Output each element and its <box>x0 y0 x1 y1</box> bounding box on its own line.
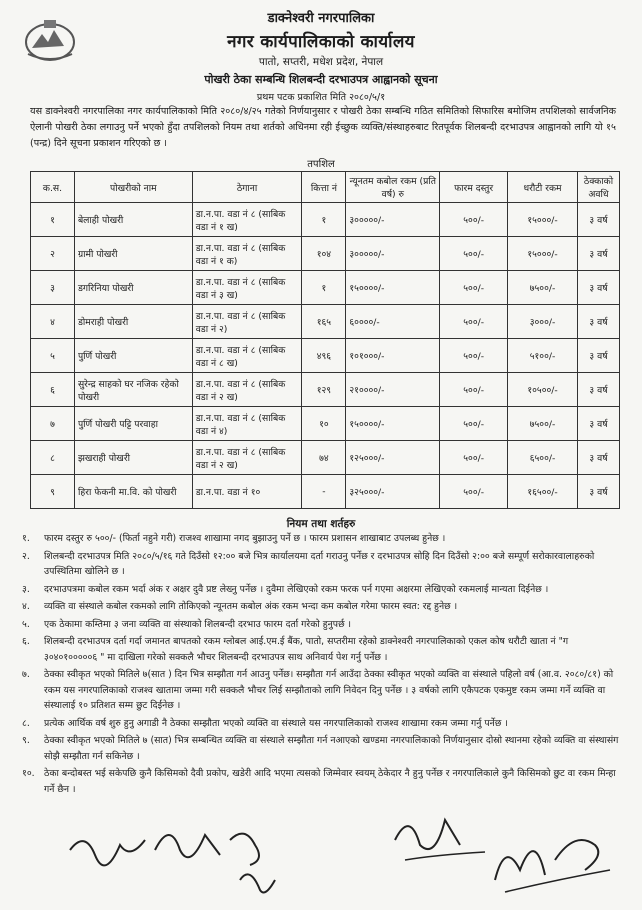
col-plot-number: कित्ता नं <box>302 172 346 203</box>
publication-date: प्रथम पटक प्रकाशित मिति २०८०/५/१ <box>256 92 386 103</box>
rule-number: ६. <box>22 636 30 647</box>
cell-contract-period: ३ वर्ष <box>577 441 619 475</box>
cell-deposit: ३०००/- <box>508 305 578 339</box>
rule-text: प्रत्येक आर्थिक वर्ष शुरु हुनु अगाडी नै ठेक्का सम्झौता भएको व्यक्ति वा संस्थाले यस नगरपालिकाको राजश्व शाखामा रकम जम्मा गर्नु पर्नेछ । <box>44 717 508 729</box>
cell-minimum-bid: ३२५०००/- <box>346 475 440 509</box>
cell-serial: ३ <box>31 271 75 305</box>
rule-text: फारम दस्तुर रु ५००/- (फिर्ता नहुने गरी) राजश्व शाखामा नगद बुझाउनु पर्ने छ । फारम प्रशासन शाखाबाट उपलब्ध हुनेछ । <box>44 533 446 544</box>
cell-minimum-bid: ३०००००/- <box>346 203 440 237</box>
table-row <box>31 441 620 475</box>
col-serial: क.स. <box>31 172 75 203</box>
cell-serial: ४ <box>31 305 75 339</box>
rule-item <box>22 531 622 547</box>
rule-item <box>22 634 622 665</box>
cell-address: डा.न.पा. वडा नं ८ (साबिक वडा नं ४) <box>192 407 302 441</box>
rules-title: नियम तथा शर्तहरु <box>286 518 356 530</box>
rule-text: ठेक्का स्वीकृत भएको मितिले ७(सात ) दिन भित्र सम्झौता गर्न आउनु पर्नेछ। सम्झौता गर्न आउँदा ठेक्का स्वीकृत भएको व्यक्ति वा संस्थाले पहिलो वर्ष (आ.व. २०८०/८१) को रकम यस नगरपालिकाको राजश्व खातामा जम्मा गरी सक्कलै भौचर लिई सम्झौताको लागि निवेदन दिनु पर्नेछ । ३ वर्षको लागि एकैपटक एकमुष्ट रकम जम्मा गर्ने व्यक्ति वा संस्थालाई १० प्रतिशत सम्म छुट दिईनेछ । <box>44 669 614 711</box>
cell-plot-number: ७४ <box>302 441 346 475</box>
rule-item <box>22 733 622 764</box>
cell-deposit: १६५००/- <box>508 475 578 509</box>
cell-contract-period: ३ वर्ष <box>577 407 619 441</box>
rule-text: एक ठेकामा कम्तिमा ३ जना व्यक्ति वा संस्थाको शिलबन्दी दरभाउ फारम दर्ता गरेको हुनुपर्छ । <box>44 618 352 630</box>
cell-minimum-bid: ६००००/- <box>346 305 440 339</box>
cell-contract-period: ३ वर्ष <box>577 203 619 237</box>
cell-contract-period: ३ वर्ष <box>577 305 619 339</box>
cell-pond-name: सुरेन्द्र साहको घर नजिक रहेको पोखरी <box>74 373 192 407</box>
cell-minimum-bid: १५००००/- <box>346 271 440 305</box>
cell-address: डा.न.पा. वडा नं १० <box>192 475 302 509</box>
cell-pond-name: बेलाही पोखरी <box>74 203 192 237</box>
table-caption: तपशिल <box>307 159 335 170</box>
cell-form-fee: ५००/- <box>440 407 508 441</box>
municipality-name: डाक्नेश्वरी नगरपालिका <box>267 11 375 26</box>
table-row <box>31 237 620 271</box>
col-pond-name: पोखरीको नाम <box>74 172 192 203</box>
cell-form-fee: ५००/- <box>440 203 508 237</box>
table-row <box>31 407 620 441</box>
rule-text: शिलबन्दी दरभाउपत्र मिति २०८०/५/१६ गते दिउँसो १२:०० बजे भित्र कार्यालयमा दर्ता गराउनु पर्नेछ र दरभाउपत्र सोहि दिन दिउँसो २:०० बजे सम्पूर्ण सरोकारवालाहरुको उपस्थितिमा खोलिने छ । <box>44 550 595 577</box>
rule-text: ठेका बन्दोबस्त भई सकेपछि कुनै किसिमको दैवी प्रकोप, खडेरी आदि भएमा त्यसको जिम्मेवार स्वयम् ठेकेदार नै हुनु पर्नेछ र नगरपालिकाले कुनै किसिमको छुट वा रकम मिन्हा गर्ने छैन । <box>44 768 616 795</box>
cell-contract-period: ३ वर्ष <box>577 339 619 373</box>
office-name: नगर कार्यपालिकाको कार्यालय <box>227 32 415 52</box>
intro-paragraph: यस डाक्नेश्वरी नगरपालिका नगर कार्यपालिकाको मिति २०८०/४/२५ गतेको निर्णयानुसार र पोखरी ठेका सम्बन्धि गठित समितिको सिफारिस बमोजिम तपशिलको सार्वजनिक ऐलानी पोखरी ठेका लगाउनु पर्ने भएको हुँदा तपशिलको नियम तथा शर्तको अधिनमा रही ईच्छुक व्यक्ति/संस्थाहरुबाट रितपूर्वक शिलबन्दी दरभाउपत्र आह्वानको लागि यो १५ (पन्द्र) दिने सूचना प्रकाशन गरिएको छ । <box>30 106 616 149</box>
rule-number: ८. <box>22 717 30 729</box>
table-row <box>31 203 620 237</box>
cell-serial: ८ <box>31 441 75 475</box>
rule-number: १०. <box>22 768 35 779</box>
cell-pond-name: पुर्णि पोखरी <box>74 339 192 373</box>
cell-form-fee: ५००/- <box>440 339 508 373</box>
cell-pond-name: ग्रामी पोखरी <box>74 237 192 271</box>
cell-form-fee: ५००/- <box>440 305 508 339</box>
cell-contract-period: ३ वर्ष <box>577 237 619 271</box>
col-contract-period: ठेक्काको अवधि <box>577 172 619 203</box>
col-address: ठेगाना <box>192 172 302 203</box>
cell-deposit: ६५००/- <box>508 441 578 475</box>
rule-item <box>22 716 622 732</box>
cell-pond-name: हिरा फेकनी मा.वि. को पोखरी <box>74 475 192 509</box>
cell-address: डा.न.पा. वडा नं ८ (साबिक वडा नं २ ख) <box>192 441 302 475</box>
cell-deposit: १०५००/- <box>508 373 578 407</box>
cell-plot-number: १२९ <box>302 373 346 407</box>
cell-plot-number: १६५ <box>302 305 346 339</box>
cell-address: डा.न.पा. वडा नं ८ (साबिक वडा नं ३ ख) <box>192 271 302 305</box>
rule-item <box>22 549 622 580</box>
pond-tender-table <box>30 171 620 509</box>
table-row <box>31 475 620 509</box>
cell-pond-name: डोमराही पोखरी <box>74 305 192 339</box>
table-header-row <box>31 172 620 203</box>
rule-number: ३. <box>22 583 30 595</box>
signatures-right <box>385 800 615 900</box>
table-row <box>31 305 620 339</box>
cell-contract-period: ३ वर्ष <box>577 475 619 509</box>
rule-number: ९. <box>22 735 30 746</box>
rule-item <box>22 599 622 615</box>
cell-form-fee: ५००/- <box>440 271 508 305</box>
cell-address: डा.न.पा. वडा नं ८ (साबिक वडा नं ८ ख) <box>192 339 302 373</box>
cell-plot-number: १ <box>302 271 346 305</box>
rule-text: व्यक्ति वा संस्थाले कबोल रकमको लागि तोकिएको न्यूनतम कबोल अंक रकम भन्दा कम कबोल गरेमा फारम स्वत: रद्द हुनेछ । <box>44 601 458 612</box>
cell-serial: १ <box>31 203 75 237</box>
cell-address: डा.न.पा. वडा नं ८ (साबिक वडा नं १ क) <box>192 237 302 271</box>
cell-address: डा.न.पा. वडा नं ८ (साबिक वडा नं १ ख) <box>192 203 302 237</box>
cell-plot-number: १ <box>302 203 346 237</box>
cell-form-fee: ५००/- <box>440 373 508 407</box>
cell-form-fee: ५००/- <box>440 237 508 271</box>
rule-number: २. <box>22 550 30 562</box>
rule-number: ७. <box>22 669 30 680</box>
office-address: पातो, सप्तरी, मधेश प्रदेश, नेपाल <box>258 56 384 68</box>
cell-plot-number: ४९६ <box>302 339 346 373</box>
table-row <box>31 271 620 305</box>
cell-pond-name: झखराही पोखरी <box>74 441 192 475</box>
cell-deposit: ७५००/- <box>508 271 578 305</box>
cell-plot-number: १० <box>302 407 346 441</box>
cell-minimum-bid: १०१०००/- <box>346 339 440 373</box>
rule-number: ५. <box>22 618 30 630</box>
cell-plot-number: १०४ <box>302 237 346 271</box>
signatures-left <box>60 810 280 900</box>
rule-text: शिलबन्दी दरभाउपत्र दर्ता गर्दा जमानत बापतको रकम ग्लोबल आई.एम.ई बैंक, पातो, सप्तरीमा रहेको डाक्नेश्वरी नगरपालिकाको एकल कोष धरौटी खाता नं "ग ३०४०१०००००६ " मा दाखिला गरेको सक्कलै भौचर शिलबन्दी दरभाउपत्र साथ अनिवार्य पेश गर्नु पर्नेछ । <box>44 636 569 663</box>
rule-number: १. <box>22 533 30 544</box>
col-deposit: धरौटी रकम <box>508 172 578 203</box>
cell-pond-name: पुर्णि पोखरी पट्टि परवाहा <box>74 407 192 441</box>
cell-deposit: ७५००/- <box>508 407 578 441</box>
rule-item <box>22 667 622 714</box>
cell-serial: ५ <box>31 339 75 373</box>
table-row <box>31 339 620 373</box>
notice-title: पोखरी ठेका सम्बन्धि शिलबन्दी दरभाउपत्र आह्वानको सूचना <box>204 73 438 86</box>
cell-serial: ९ <box>31 475 75 509</box>
cell-serial: ६ <box>31 373 75 407</box>
cell-form-fee: ५००/- <box>440 441 508 475</box>
cell-minimum-bid: २१००००/- <box>346 373 440 407</box>
cell-address: डा.न.पा. वडा नं ८ (साबिक वडा नं २) <box>192 305 302 339</box>
rule-item <box>22 582 622 598</box>
rules-list <box>22 531 622 799</box>
cell-minimum-bid: १२५०००/- <box>346 441 440 475</box>
rule-item <box>22 766 622 797</box>
cell-deposit: १५०००/- <box>508 237 578 271</box>
rule-number: ४. <box>22 601 30 612</box>
cell-contract-period: ३ वर्ष <box>577 271 619 305</box>
cell-serial: २ <box>31 237 75 271</box>
cell-minimum-bid: १५००००/- <box>346 407 440 441</box>
cell-deposit: ५१००/- <box>508 339 578 373</box>
cell-deposit: १५०००/- <box>508 203 578 237</box>
rule-text: ठेक्का स्वीकृत भएको मितिले ७ (सात) भित्र सम्बन्धित व्यक्ति वा संस्थाले सम्झौता गर्न नआएको खण्डमा नगरपालिकाको निर्णयानुसार दोस्रो स्थानमा रहेको व्यक्ति वा संस्थासंग सोझै सम्झौता गर्न सकिनेछ । <box>44 735 619 762</box>
table-row <box>31 373 620 407</box>
cell-address: डा.न.पा. वडा नं ८ (साबिक वडा नं २ ख) <box>192 373 302 407</box>
cell-minimum-bid: ३०००००/- <box>346 237 440 271</box>
col-form-fee: फारम दस्तुर <box>440 172 508 203</box>
cell-pond-name: डगरिनिया पोखरी <box>74 271 192 305</box>
cell-contract-period: ३ वर्ष <box>577 373 619 407</box>
cell-form-fee: ५००/- <box>440 475 508 509</box>
cell-plot-number: - <box>302 475 346 509</box>
cell-serial: ७ <box>31 407 75 441</box>
col-minimum-bid: न्यूनतम कबोल रकम (प्रति वर्ष) रु <box>346 172 440 203</box>
rule-text: दरभाउपत्रमा कबोल रकम भर्दा अंक र अक्षर दुवै प्रष्ट लेख्नु पर्नेछ । दुवैमा लेखिएको रकम फरक पर्न गएमा अक्षरमा लेखिएको रकमलाई मान्यता दिईनेछ । <box>44 583 549 595</box>
rule-item <box>22 617 622 633</box>
